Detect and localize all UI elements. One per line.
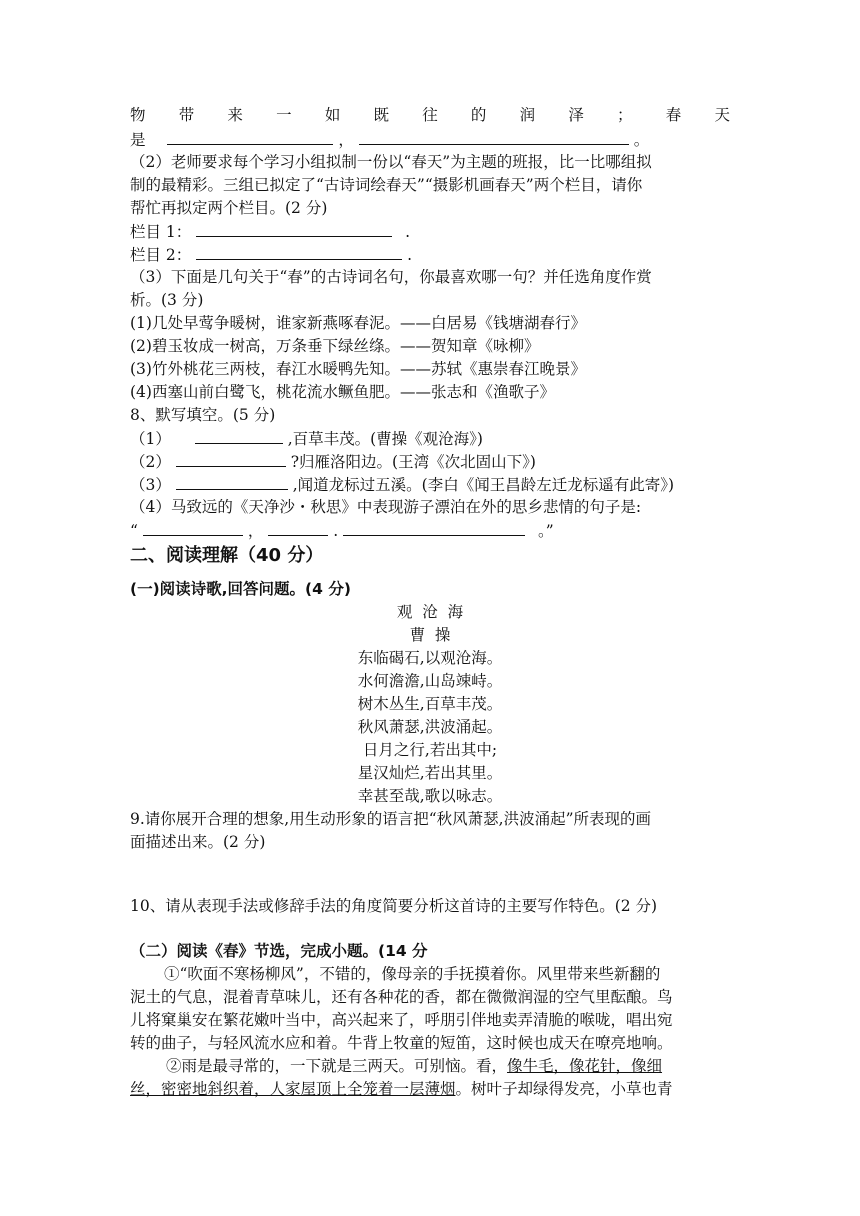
item-number: （2）: [130, 453, 171, 471]
punct: ，: [338, 131, 354, 149]
punct: 。”: [538, 522, 554, 540]
poem-line: 东临碣石,以观沧海。: [357, 649, 503, 667]
q10: 10、请从表现手法或修辞手法的角度简要分析这首诗的主要写作特色。(2 分): [130, 897, 658, 915]
q7-sub2-line-1: （2）老师要求每个学习小组拟制一份以“春天”为主题的班报，比一比哪组拟: [130, 153, 652, 171]
passage-text: 。树叶子却绿得发亮，小草也青: [455, 1080, 673, 1098]
q7-line2-start: 是: [130, 131, 146, 149]
item-text: ?归雁洛阳边。(王湾《次北固山下》): [290, 453, 536, 471]
passage-p2-line-1: [130, 1055, 730, 1078]
item-text: ,闻道龙标过五溪。(李白《闻王昌龄左迁龙标遥有此寄》): [292, 476, 675, 494]
poem-quote-4: (4)西塞山前白鹭飞，桃花流水鳜鱼肥。——张志和《渔歌子》: [130, 383, 555, 401]
q9-line-1: 9.请你展开合理的想象,用生动形象的语言把“秋风萧瑟,洪波涌起”所表现的画: [130, 810, 651, 828]
justified-char: 泽: [568, 106, 584, 124]
item-number: （3）: [130, 476, 171, 494]
justified-char: 天: [714, 106, 730, 124]
section-2-title: 二、阅读理解（40 分）: [130, 545, 324, 566]
q8-blank-3[interactable]: [176, 473, 288, 490]
poem-line: 树木丛生,百草丰茂。: [357, 695, 503, 713]
justified-char: 往: [422, 106, 438, 124]
column-2-row: [130, 243, 730, 267]
q7-sub3-line-2: 析。(3 分): [130, 291, 204, 309]
justified-char: 的: [470, 106, 487, 124]
q7-sub2-line-2: 制的最精彩。三组已拟定了“古诗词绘春天”“摄影机画春天”两个栏目，请你: [130, 176, 643, 194]
underlined-sentence: 像牛毛，像花针，像细: [507, 1057, 663, 1075]
item-text: ,百草丰茂。(曹操《观沧海》): [287, 430, 483, 448]
answer-blank[interactable]: [167, 128, 333, 145]
q7-answer-line-1: [130, 104, 730, 127]
justified-char: 润: [519, 106, 536, 124]
column-2-blank[interactable]: [196, 243, 402, 260]
passage-text: ②雨是最寻常的，一下就是三两天。可别恼。看，: [166, 1057, 508, 1075]
justified-char: 一: [276, 106, 292, 124]
q8-title: 8、默写填空。(5 分): [130, 406, 276, 424]
answer-blank[interactable]: [359, 128, 629, 145]
q8-blank-4b[interactable]: [268, 519, 328, 536]
justified-char: ；: [617, 106, 633, 124]
justified-char: 来: [227, 106, 243, 124]
punct: ，: [247, 522, 264, 540]
q7-answer-line-2: [130, 128, 730, 152]
poem-title: 观 沧 海: [396, 603, 464, 621]
punct: .: [333, 522, 339, 540]
column-1-label: 栏目 1：: [130, 223, 192, 241]
poem-line: 幸甚至哉,歌以咏志。: [357, 787, 503, 805]
column-1-blank[interactable]: [196, 220, 392, 237]
column-1-row: [130, 220, 730, 244]
q8-item-1: [130, 427, 730, 451]
q8-blank-4c[interactable]: [343, 519, 525, 536]
poem-quote-1: (1)几处早莺争暖树，谁家新燕啄春泥。——白居易《钱塘湖春行》: [130, 314, 586, 332]
passage-p1-line-3: 儿将窠巢安在繁花嫩叶当中，高兴起来了，呼朋引伴地卖弄清脆的喉咙，唱出宛: [130, 1011, 673, 1029]
justified-char: 既: [373, 106, 390, 124]
q8-item-3: [130, 473, 730, 497]
punct: “: [130, 522, 138, 540]
justified-char: 如: [324, 106, 341, 124]
q8-item-4: （4）马致远的《天净沙・秋思》中表现游子漂泊在外的思乡悲情的句子是:: [130, 498, 642, 516]
underlined-sentence: 丝，密密地斜织着，人家屋顶上全笼着一层薄烟: [130, 1080, 456, 1098]
poem-line: 水何澹澹,山岛竦峙。: [357, 672, 503, 690]
q8-blank-1[interactable]: [195, 427, 283, 444]
passage-p2-line-2: [130, 1078, 730, 1101]
poem-line: 星汉灿烂,若出其里。: [357, 764, 503, 782]
justified-char: 物: [130, 106, 146, 124]
passage-p1-line-1: ①“吹面不寒杨柳风”，不错的，像母亲的手抚摸着你。风里带来些新翻的: [164, 965, 661, 983]
passage-p1-line-4: 转的曲子，与轻风流水应和着。牛背上牧童的短笛，这时候也成天在嘹亮地响。: [130, 1034, 673, 1052]
punct: .: [405, 223, 411, 241]
justified-char: 带: [178, 106, 195, 124]
q9-line-2: 面描述出来。(2 分): [130, 833, 266, 851]
poem-quote-3: (3)竹外桃花三两枝，春江水暖鸭先知。——苏轼《惠崇春江晚景》: [130, 360, 586, 378]
q8-item-2: [130, 450, 730, 474]
justified-char: 春: [665, 106, 682, 124]
poem-line: 秋风萧瑟,洪波涌起。: [357, 718, 503, 736]
part-1-title: (一)阅读诗歌,回答问题。(4 分): [130, 580, 351, 598]
part-2-title: （二）阅读《春》节选，完成小题。(14 分: [130, 942, 428, 960]
poem-quote-2: (2)碧玉妆成一树高，万条垂下绿丝绦。——贺知章《咏柳》: [130, 337, 540, 355]
punct: .: [407, 246, 413, 264]
poem-author: 曹 操: [409, 626, 451, 644]
q7-sub2-line-3: 帮忙再拟定两个栏目。(2 分): [130, 199, 328, 217]
item-number: （1）: [130, 430, 171, 448]
q7-sub3-line-1: （3）下面是几句关于“春”的古诗词名句，你最喜欢哪一句？并任选角度作赏: [130, 268, 652, 286]
q8-blank-2[interactable]: [176, 450, 286, 467]
column-2-label: 栏目 2：: [130, 246, 192, 264]
q8-item-4-answer: [130, 519, 730, 543]
poem-line: 日月之行,若出其中;: [362, 741, 498, 759]
q8-blank-4a[interactable]: [143, 519, 243, 536]
passage-p1-line-2: 泥土的气息，混着青草味儿，还有各种花的香，都在微微润湿的空气里酝酿。鸟: [130, 988, 673, 1006]
punct: 。: [633, 131, 650, 149]
